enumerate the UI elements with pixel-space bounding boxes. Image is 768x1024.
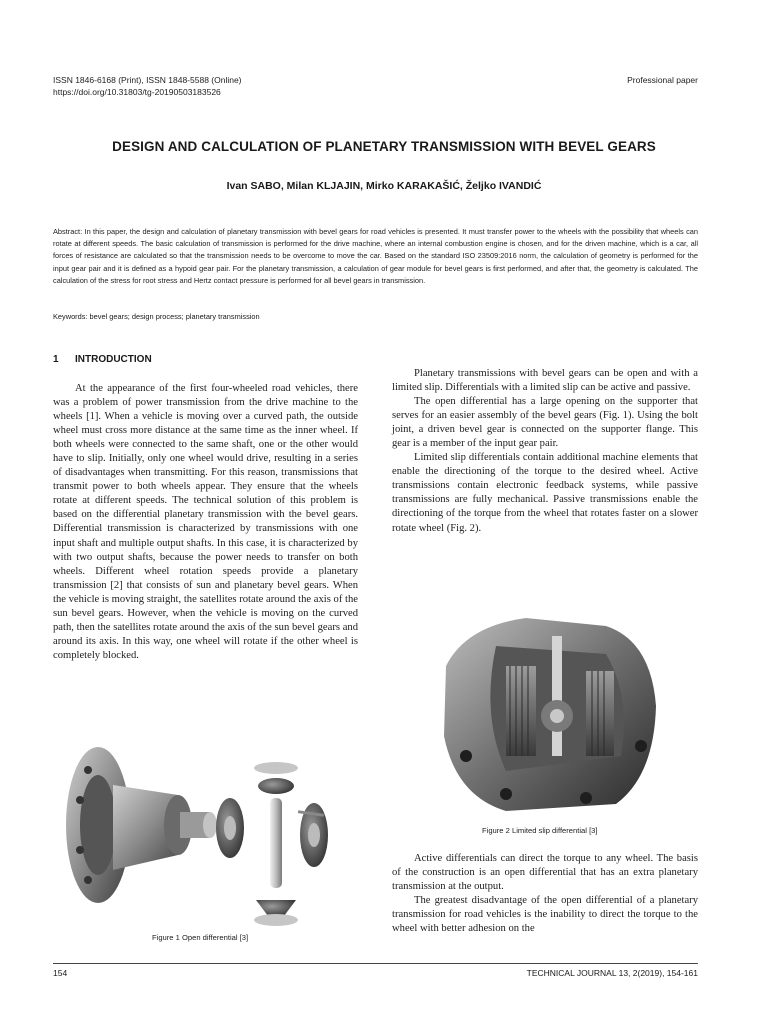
authors: Ivan SABO, Milan KLJAJIN, Mirko KARAKAŠIĆ, Željko IVANDIĆ — [226, 180, 542, 192]
figure-1-image — [58, 740, 358, 930]
paper-title: DESIGN AND CALCULATION OF PLANETARY TRANSMISSION WITH BEVEL GEARS — [112, 139, 656, 154]
paper-type: Professional paper — [627, 75, 698, 85]
open-differential-illustration — [58, 740, 358, 930]
abstract: Abstract: In this paper, the design and calculation of planetary transmission with bevel gears for road vehicles is presented. It must transfer power to the wheels with the possibility that wheels can rotate at different speeds. The basic calculation of transmission is performed for the drive machine, where an internal combustion engine is chosen, and for the driven machine, which is a car, all forces of resistance are calculated so that the transmission needs to be overcome to move the car. Based on the standard ISO 23509:2016 norm, the calculation of geometry is performed for the input gear pair and it is defined as a hypoid gear pair. For the planetary transmission, a calculation of gear module for bevel gears is first performed, and after that, the geometry is calculated. The calculation of the stress for root stress and Hertz contact pressure is performed for all bevel gears in transmission. — [53, 227, 698, 285]
figure-2-caption: Figure 2 Limited slip differential [3] — [482, 826, 598, 835]
page-number: 154 — [53, 968, 68, 978]
section-title: INTRODUCTION — [75, 354, 152, 365]
issn-line: ISSN 1846-6168 (Print), ISSN 1848-5588 (Online) — [53, 75, 242, 85]
footer-rule — [53, 963, 698, 964]
paragraph: The open differential has a large opening on the supporter that serves for an easier assembly of the bevel gears (Fig. 1). Using the bolt joint, a driven bevel gear is connected on the supporter flange. This gear is a member of the input gear pair. — [392, 396, 698, 450]
right-column-continued — [392, 852, 698, 936]
section-number: 1 — [53, 354, 59, 365]
journal-citation: TECHNICAL JOURNAL 13, 2(2019), 154-161 — [526, 968, 698, 978]
section-heading — [53, 354, 152, 365]
figure-2-image — [436, 606, 666, 818]
paragraph: The greatest disadvantage of the open differential of a planetary transmission for road vehicles is the inability to direct the torque to the wheel with better adhesion on the — [392, 895, 698, 935]
keywords: Keywords: bevel gears; design process; planetary transmission — [53, 312, 260, 321]
right-column — [392, 367, 698, 536]
doi-link[interactable]: https://doi.org/10.31803/tg-20190503183526 — [53, 87, 221, 97]
paragraph: At the appearance of the first four-wheeled road vehicles, there was a problem of power transmission from the drive machine to the wheels [1]. When a vehicle is moving over a curved path, the outside wheel must cross more distance at the same time as the inner wheel. If both wheels were connected to the same shaft, one or the other would have to slip. Initially, only one wheel would drive, resulting in a series of disadvantages when transmitting. For this reason, transmissions that transmit power to both wheels appear. They ensure that the wheels rotate at different speeds. The technical solution of this problem is based on the differential planetary transmission with the bevel gears. Differential transmission is characterized by transmissions with one input shaft and multiple output shafts. In this case, it is characterized by with two output shafts, because the power needs to transfer on both wheels. Different wheel rotation speeds provide a planetary transmission [2] that consists of sun and planetary bevel gears. When the vehicle is moving straight, the satellites rotate around the axis of the sun bevel gears. However, when the vehicle is moving on the curved path, then the satellites rotate around the axis of the sun bevel gears and around its axis. In this way, one wheel will rotate if the other wheel is completely blocked. — [53, 383, 358, 661]
paragraph: Active differentials can direct the torque to any wheel. The basis of the construction is an open differential that has an extra planetary transmission at the output. — [392, 853, 698, 893]
paragraph: Limited slip differentials contain additional machine elements that enable the directioning of the torque to the desired wheel. Active transmissions contain electronic feedback systems, while passive transmissions are fully mechanical. Passive transmissions enable the directioning of the torque from the wheel that rotates faster on a slower rotate wheel (Fig. 2). — [392, 452, 698, 534]
figure-1-caption: Figure 1 Open differential [3] — [152, 933, 249, 942]
left-column — [53, 382, 358, 663]
paragraph: Planetary transmissions with bevel gears can be open and with a limited slip. Differentials with a limited slip can be active and passive. — [392, 368, 698, 394]
limited-slip-differential-illustration — [436, 606, 666, 818]
